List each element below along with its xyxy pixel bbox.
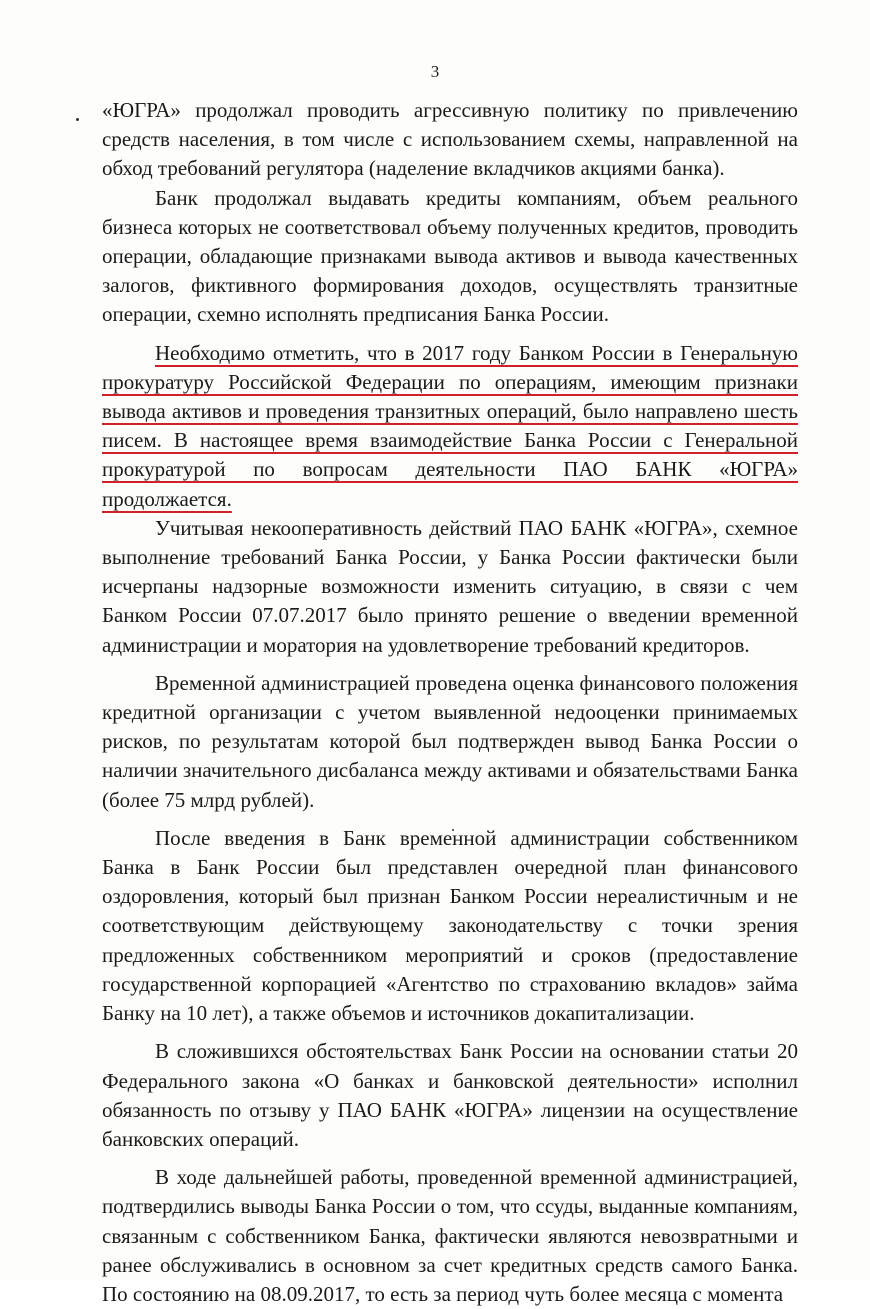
document-body [102,96,798,1309]
page-number: 3 [430,62,440,81]
paragraph-3-highlighted [102,339,798,514]
paragraph-7: В сложившихся обстоятельствах Банк России на основании статьи 20 Федерального закона «О банках и банковской деятельности» исполнил обязанность по отзыву у ПАО БАНК «ЮГРА» лицензии на осуществление банковских операций. [102,1039,798,1151]
paragraph-6: После введения в Банк временной администрации собственником Банка в Банк России был представлен очередной план финансового оздоровления, который был признан Банком России нереалистичным и не соответствующим действующему законодательству с точки зрения предложенных собственником мероприятий и сроков (предоставление государственной корпорацией «Агентство по страхованию вкладов» займа Банку на 10 лет), а также объемов и источников докапитализации. [102,825,798,1026]
paragraph-8: В ходе дальнейшей работы, проведенной временной администрацией, подтвердились выводы Банка России о том, что ссуды, выданные компаниям, связанным с собственником Банка, фактически являются невозвратными и ранее обслуживались в основном за счет кредитных средств самого Банка. По состоянию на 08.09.2017, то есть за период чуть более месяца с момента [102,1165,798,1306]
scan-speck [76,118,79,121]
paragraph-2: Банк продолжал выдавать кредиты компаниям, объем реального бизнеса которых не соответствовал объему полученных кредитов, проводить операции, обладающие признаками вывода активов и вывода качественных залогов, фиктивного формирования доходов, осуществлять транзитные операции, схемно исполнять предписания Банка России. [102,185,798,327]
paragraph-5: Временной администрацией проведена оценка финансового положения кредитной организации с учетом выявленной недооценки принимаемых рисков, по результатам которой был подтвержден вывод Банка России о наличии значительного дисбаланса между активами и обязательствами Банка (более 75 млрд рублей). [102,670,798,812]
highlighted-passage: Необходимо отметить, что в 2017 году Банком России в Генеральную прокуратуру Российской Федерации по операциям, имеющим признаки вывода активов и проведения транзитных операций, было направлено шесть писем. В настоящее время взаимодействие Банка России с Генеральной прокуратурой по вопросам деятельности ПАО БАНК «ЮГРА» продолжается. [102,340,798,511]
paragraph-1: «ЮГРА» продолжал проводить агрессивную политику по привлечению средств населения, в том числе с использованием схемы, направленной на обход требований регулятора (наделение вкладчиков акциями банка). [102,98,798,181]
paragraph-4: Учитывая некооперативность действий ПАО БАНК «ЮГРА», схемное выполнение требований Банка России, у Банка России фактически были исчерпаны надзорные возможности изменить ситуацию, в связи с чем Банком России 07.07.2017 было принято решение о введении временной администрации и моратория на удовлетворение требований кредиторов. [102,515,798,657]
